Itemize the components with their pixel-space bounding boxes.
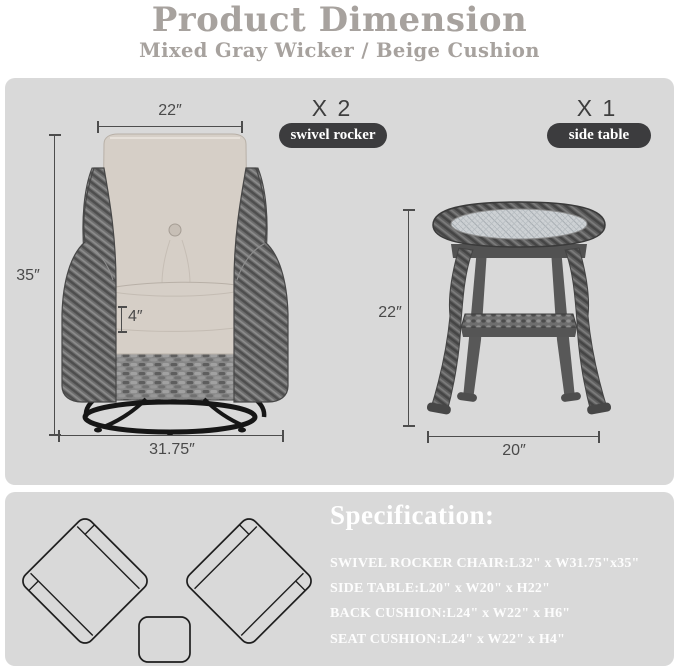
chair-overall-width-dimension-line [58,435,284,436]
spec-heading: Specification: [330,500,495,530]
side-table-photo [421,198,617,435]
chair-overall-width-label: 31.75″ [149,441,195,458]
table-quantity-label: X 1 [576,95,618,121]
table-width-dimension-line [427,436,600,437]
table-height-label: 22″ [378,304,402,321]
chair-height-label: 35″ [16,267,40,284]
spec-item-table: SIDE TABLE:L20" x W20" x H22" [330,581,551,597]
spec-item-seat-cushion: SEAT CUSHION:L24" x W22" x H4" [330,631,566,647]
chair-height-dimension-line [54,134,55,436]
cushion-thickness-label: 4″ [128,308,143,325]
spec-list [330,551,640,652]
chair-quantity-label: X 2 [311,95,353,121]
spec-item-back-cushion: BACK CUSHION:L24" x W22" x H6" [330,606,571,622]
table-width-label: 20″ [502,442,526,459]
cushion-thickness-dimension-line [121,306,122,333]
chair-back-width-label: 22″ [158,102,182,119]
page-title: Product Dimension [151,0,528,40]
chair-back-width-dimension-line [97,126,243,127]
chair-badge: swivel rocker [279,123,387,148]
top-view-layout-diagram [15,505,320,668]
table-badge: side table [547,123,651,148]
swivel-rocker-chair-photo [58,128,292,443]
page-subtitle: Mixed Gray Wicker / Beige Cushion [139,39,540,62]
spec-item-chair: SWIVEL ROCKER CHAIR:L32" x W31.75"x35" [330,556,640,571]
